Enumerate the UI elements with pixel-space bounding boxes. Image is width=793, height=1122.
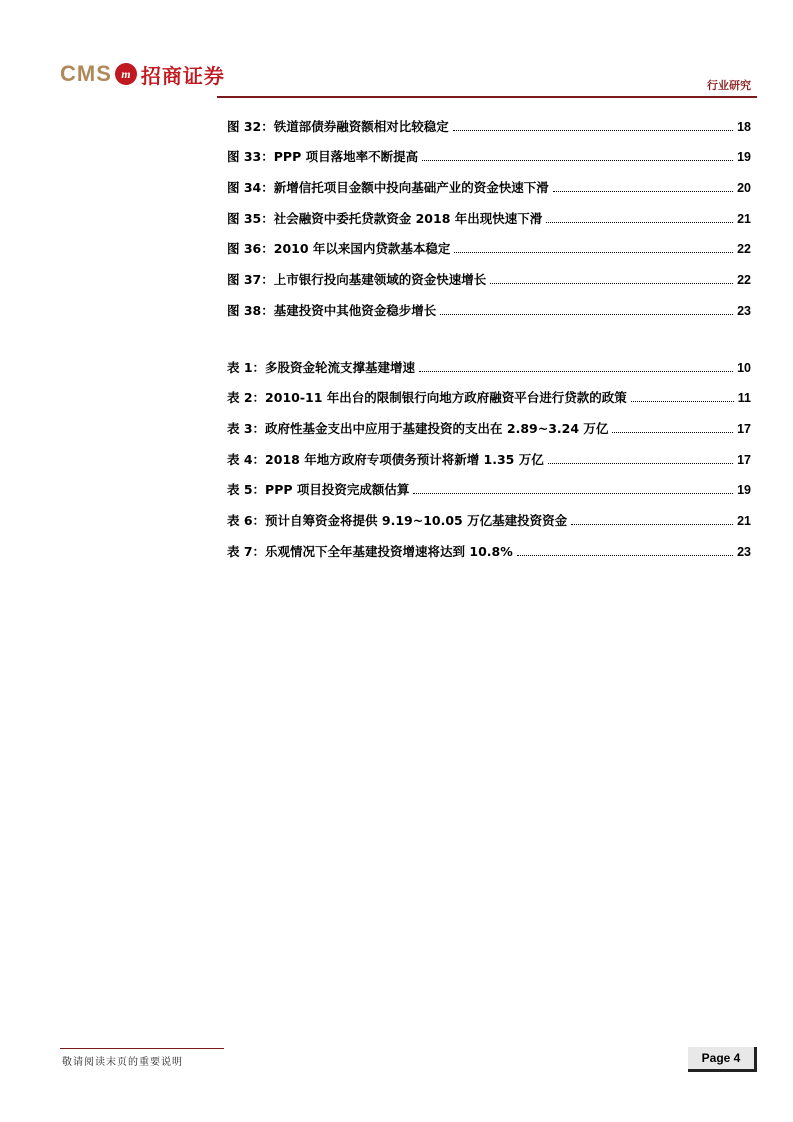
toc-row-table-4[interactable] [227,440,751,471]
toc-label: 表 5：PPP 项目投资完成额估算 [227,482,410,498]
logo-badge-letter: m [121,66,131,81]
toc-label: 表 3：政府性基金支出中应用于基建投资的支出在 2.89~3.24 万亿 [227,421,609,437]
disclaimer-note: 敬请阅读末页的重要说明 [62,1057,183,1068]
dot-leader [612,431,733,433]
toc-page-number: 21 [737,211,751,226]
header-divider [217,96,757,98]
toc-page-number: 23 [737,544,751,559]
dot-leader [553,190,733,192]
toc-page-number: 10 [737,360,751,375]
toc-page-number: 21 [737,514,751,529]
dot-leader [546,221,733,223]
logo-cn-text: 招商证券 [140,63,225,88]
toc-label: 表 7：乐观情况下全年基建投资增速将达到 10.8% [227,543,513,559]
toc-row-figure-38[interactable] [227,291,751,322]
toc-label: 表 1：多股资金轮流支撑基建增速 [227,359,416,375]
figure-list [227,107,751,322]
table-list [227,348,751,563]
toc-row-table-5[interactable] [227,471,751,502]
toc-row-figure-34[interactable] [227,168,751,199]
toc-row-table-3[interactable] [227,409,751,440]
toc-page-number: 20 [737,181,751,196]
toc-row-table-2[interactable] [227,379,751,410]
toc-page-number: 11 [737,391,751,406]
page-number-badge: Page 4 [688,1047,757,1072]
toc-row-table-7[interactable] [227,532,751,563]
dot-leader [440,313,733,315]
toc-label: 图 36：2010 年以来国内贷款基本稳定 [227,241,451,257]
toc-page-number: 19 [737,483,751,498]
toc-label: 图 33：PPP 项目落地率不断提高 [227,149,419,165]
toc-label: 图 35：社会融资中委托贷款资金 2018 年出现快速下滑 [227,210,543,226]
logo-badge-icon [115,63,137,85]
toc-row-figure-32[interactable] [227,107,751,138]
toc-row-table-6[interactable] [227,501,751,532]
dot-leader [422,159,733,161]
logo-cms-text: CMS [60,61,112,86]
toc-label: 图 38：基建投资中其他资金稳步增长 [227,302,437,318]
toc-label: 表 6：预计自筹资金将提供 9.19~10.05 万亿基建投资资金 [227,513,568,529]
toc-page-number: 22 [737,242,751,257]
toc-label: 图 34：新增信托项目金额中投向基础产业的资金快速下滑 [227,180,549,196]
dot-leader [631,400,734,402]
dot-leader [454,251,733,253]
toc-row-figure-33[interactable] [227,138,751,169]
toc-page-number: 18 [737,119,751,134]
dot-leader [571,523,733,525]
company-logo [60,60,225,88]
toc-row-figure-35[interactable] [227,199,751,230]
toc-label: 图 32：铁道部债券融资额相对比较稳定 [227,118,449,134]
toc-page-number: 23 [737,303,751,318]
toc-row-table-1[interactable] [227,348,751,379]
toc-page-number: 22 [737,273,751,288]
dot-leader [517,554,733,556]
dot-leader [413,492,733,494]
toc-page-number: 17 [737,422,751,437]
dot-leader [490,282,733,284]
toc-page-number: 17 [737,452,751,467]
toc-label: 表 2：2010-11 年出台的限制银行向地方政府融资平台进行贷款的政策 [227,390,627,406]
footer-divider [60,1048,224,1049]
toc-label: 表 4：2018 年地方政府专项债务预计将新增 1.35 万亿 [227,451,544,467]
toc-row-figure-37[interactable] [227,260,751,291]
dot-leader [453,129,733,131]
toc-page-number: 19 [737,150,751,165]
toc-row-figure-36[interactable] [227,230,751,261]
dot-leader [419,370,733,372]
dot-leader [548,462,733,464]
section-label: 行业研究 [707,79,751,92]
toc-label: 图 37：上市银行投向基建领域的资金快速增长 [227,272,487,288]
